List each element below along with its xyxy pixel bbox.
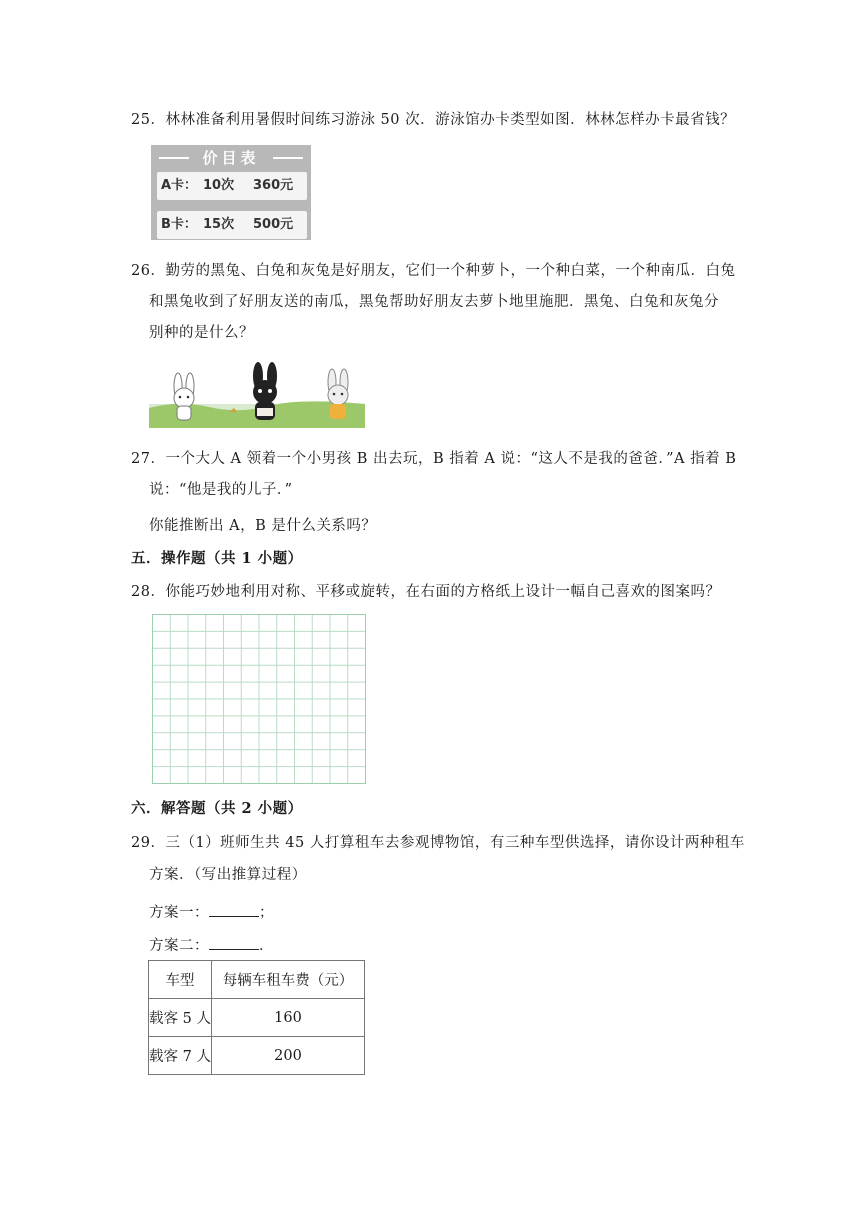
table-row — [149, 1037, 365, 1075]
table-cell: 160 — [212, 999, 365, 1037]
question-26-line2: 和黑兔收到了好朋友送的南瓜，黑兔帮助好朋友去萝卜地里施肥．黑兔、白兔和灰兔分 — [149, 294, 719, 310]
question-28-text: 28．你能巧妙地利用对称、平移或旋转，在右面的方格纸上设计一幅自己喜欢的图案吗？ — [131, 584, 721, 600]
table-header-row — [149, 961, 365, 999]
plan-2-label: 方案二： — [149, 938, 209, 954]
card-b-times: 15次 — [203, 217, 235, 232]
plan-2-end: ． — [259, 938, 274, 954]
card-b-price: 500元 — [253, 217, 294, 232]
card-a-price: 360元 — [253, 178, 294, 193]
table-row — [149, 999, 365, 1037]
grid-paper — [152, 614, 366, 784]
card-a-label: A卡： — [161, 178, 198, 193]
section-6-heading: 六．解答题（共 2 小题） — [131, 800, 303, 817]
card-b-row — [157, 211, 307, 239]
question-27-line1: 27．一个大人 A 领着一个小男孩 B 出去玩，B 指着 A 说：“这人不是我的爸爸．”A 指着 B — [131, 451, 737, 467]
black-rabbit-icon — [253, 362, 277, 420]
card-a-times: 10次 — [203, 178, 235, 193]
table-cell: 200 — [212, 1037, 365, 1075]
table-cell: 载客 7 人 — [149, 1037, 212, 1075]
rental-fee-table — [148, 960, 365, 1075]
plan-1 — [149, 902, 274, 923]
card-b-label: B卡： — [161, 217, 197, 232]
plan-1-label: 方案一： — [149, 905, 209, 921]
price-list-image — [151, 145, 311, 240]
plan-1-end: ； — [259, 905, 274, 921]
question-27-line2: 说：“他是我的儿子．” — [149, 482, 293, 498]
table-header-cell: 车型 — [149, 961, 212, 999]
question-29-line1: 29．三（1）班师生共 45 人打算租车去参观博物馆，有三种车型供选择，请你设计两种租车 — [131, 835, 745, 851]
question-26-line3: 别种的是什么？ — [149, 325, 254, 341]
question-25-text: 25．林林准备利用暑假时间练习游泳 50 次．游泳馆办卡类型如图．林林怎样办卡最省钱？ — [131, 112, 736, 128]
question-29-line2: 方案．（写出推算过程） — [149, 867, 307, 883]
section-5-heading: 五．操作题（共 1 小题） — [131, 550, 303, 567]
white-rabbit-icon — [174, 373, 194, 420]
question-26-line1: 26．勤劳的黑兔、白兔和灰兔是好朋友，它们一个种萝卜，一个种白菜，一个种南瓜．白兔 — [131, 263, 736, 279]
table-cell: 载客 5 人 — [149, 999, 212, 1037]
plan-2 — [149, 935, 274, 956]
rabbits-illustration — [149, 360, 365, 428]
plan-2-blank[interactable] — [209, 935, 259, 950]
plan-1-blank[interactable] — [209, 902, 259, 917]
price-list-title: 价目表 — [151, 147, 311, 168]
card-a-row — [157, 172, 307, 200]
table-header-cell: 每辆车租车费（元） — [212, 961, 365, 999]
question-27-line3: 你能推断出 A，B 是什么关系吗？ — [149, 518, 377, 534]
gray-rabbit-icon — [328, 369, 348, 419]
